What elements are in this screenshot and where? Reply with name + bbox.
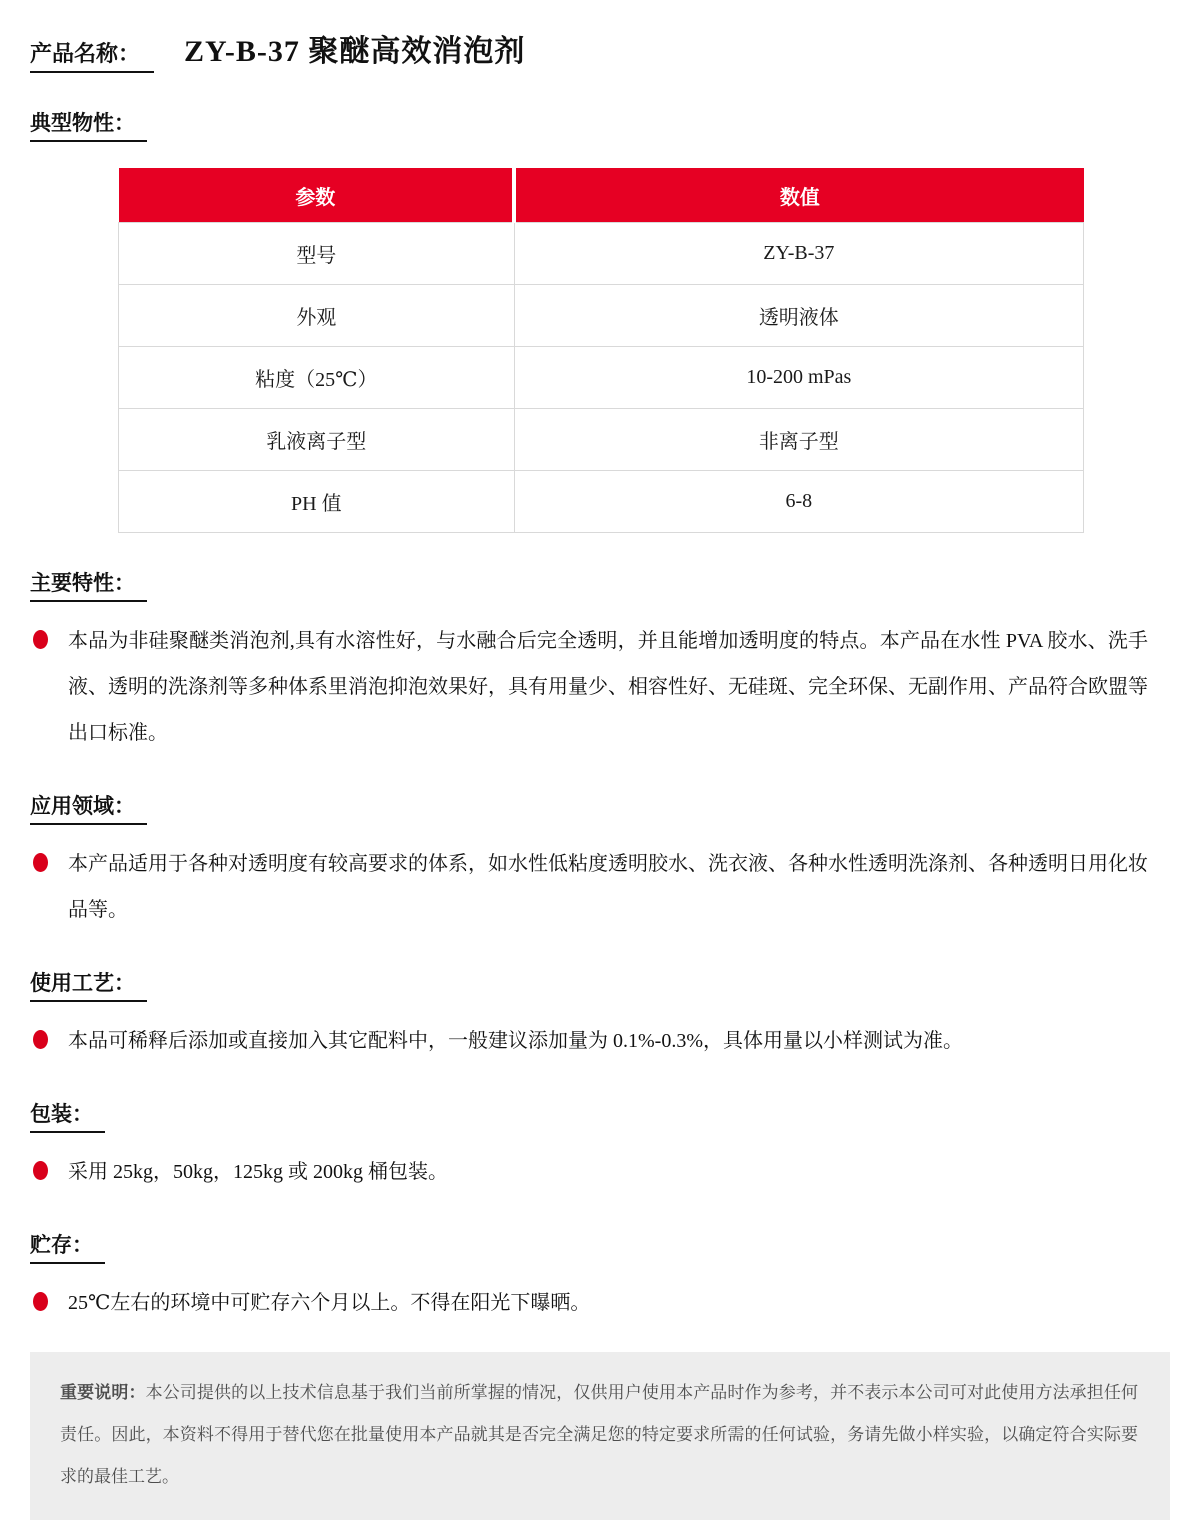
section-packaging-heading-row	[30, 1098, 1148, 1133]
section-heading-storage: 贮存：	[30, 1229, 105, 1264]
table-row	[119, 223, 1084, 285]
value-cell: 非离子型	[514, 409, 1083, 471]
list-item	[33, 1280, 1148, 1326]
value-cell: 6-8	[514, 471, 1083, 533]
value-cell: 透明液体	[514, 285, 1083, 347]
list-item	[33, 1149, 1148, 1195]
bullet-icon	[33, 1292, 48, 1311]
list-item	[33, 841, 1148, 933]
param-cell: 粘度（25℃）	[119, 347, 515, 409]
section-features-heading-row	[30, 567, 1148, 602]
section-storage-heading-row	[30, 1229, 1148, 1264]
column-header-parameter: 参数	[119, 168, 515, 223]
applications-bullet-text: 本产品适用于各种对透明度有较高要求的体系，如水性低粘度透明胶水、洗衣液、各种水性透明洗涤剂、各种透明日用化妆品等。	[68, 853, 1148, 921]
important-note-label: 重要说明：	[60, 1383, 146, 1402]
param-cell: 乳液离子型	[119, 409, 515, 471]
section-heading-features: 主要特性：	[30, 567, 147, 602]
table-row	[119, 471, 1084, 533]
section-properties-heading-row	[30, 107, 1148, 142]
page-title: ZY-B-37 聚醚高效消泡剂	[184, 35, 526, 68]
param-cell: 型号	[119, 223, 515, 285]
table-row	[119, 285, 1084, 347]
table-row	[119, 347, 1084, 409]
section-applications-heading-row	[30, 790, 1148, 825]
title-row	[30, 26, 1148, 73]
important-note-text: 本公司提供的以上技术信息基于我们当前所掌握的情况，仅供用户使用本产品时作为参考，并不表示本公司可对此使用方法承担任何责任。因此，本资料不得用于替代您在批量使用本产品就其是否完全满足您的特定要求所需的任何试验，务请先做小样实验，以确定符合实际要求的最佳工艺。	[60, 1383, 1139, 1486]
section-usage-heading-row	[30, 967, 1148, 1002]
product-name-label: 产品名称：	[30, 37, 154, 73]
packaging-bullet-text: 采用 25kg，50kg，125kg 或 200kg 桶包装。	[68, 1161, 448, 1183]
value-cell: 10-200 mPas	[514, 347, 1083, 409]
param-cell: PH 值	[119, 471, 515, 533]
bullet-icon	[33, 1030, 48, 1049]
section-heading-properties: 典型物性：	[30, 107, 147, 142]
table-row	[119, 409, 1084, 471]
important-note-box	[30, 1352, 1170, 1520]
features-bullet-text: 本品为非硅聚醚类消泡剂,具有水溶性好，与水融合后完全透明，并且能增加透明度的特点。本产品在水性 PVA 胶水、洗手液、透明的洗涤剂等多种体系里消泡抑泡效果好，具有用量少、相容性好、无硅斑、完全环保、无副作用、产品符合欧盟等出口标准。	[68, 630, 1148, 744]
properties-table	[118, 168, 1084, 533]
section-heading-packaging: 包装：	[30, 1098, 105, 1133]
storage-bullet-text: 25℃左右的环境中可贮存六个月以上。不得在阳光下曝晒。	[68, 1292, 591, 1314]
bullet-icon	[33, 1161, 48, 1180]
list-item	[33, 1018, 1148, 1064]
bullet-icon	[33, 630, 48, 649]
usage-bullet-text: 本品可稀释后添加或直接加入其它配料中，一般建议添加量为 0.1%-0.3%，具体用量以小样测试为准。	[68, 1030, 963, 1052]
list-item	[33, 618, 1148, 756]
value-cell: ZY-B-37	[514, 223, 1083, 285]
section-heading-applications: 应用领域：	[30, 790, 147, 825]
column-header-value: 数值	[514, 168, 1083, 223]
section-heading-usage: 使用工艺：	[30, 967, 147, 1002]
table-header-row	[119, 168, 1084, 223]
bullet-icon	[33, 853, 48, 872]
param-cell: 外观	[119, 285, 515, 347]
